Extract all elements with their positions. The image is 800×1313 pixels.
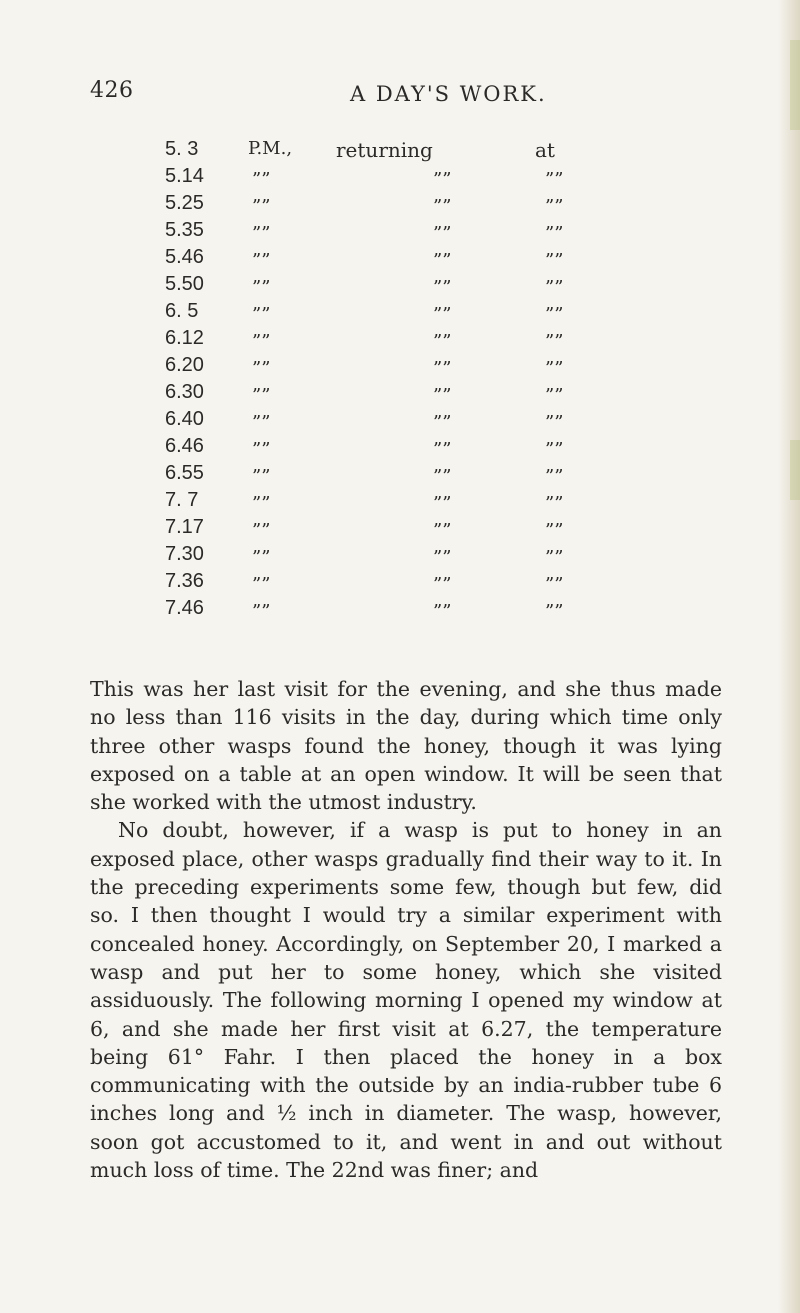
- visit-time: 7.30: [165, 543, 204, 565]
- ditto-mark: ””: [252, 493, 271, 514]
- visit-time: 5.14: [165, 165, 204, 187]
- visit-time: 7. 7: [165, 489, 199, 511]
- ditto-mark: ””: [252, 169, 271, 190]
- ditto-mark: ””: [252, 601, 271, 622]
- ditto-mark: ””: [545, 331, 564, 352]
- ditto-mark: ””: [545, 412, 564, 433]
- ditto-mark: ””: [433, 547, 452, 568]
- ditto-mark: ””: [545, 304, 564, 325]
- timetable-row: [0, 543, 800, 570]
- ditto-mark: ””: [252, 331, 271, 352]
- ditto-mark: ””: [545, 223, 564, 244]
- timetable-row: [0, 273, 800, 300]
- ditto-mark: ””: [433, 169, 452, 190]
- timetable-row: [0, 516, 800, 543]
- timetable-row: [0, 354, 800, 381]
- period-label: P.M.,: [248, 138, 293, 159]
- ditto-mark: ””: [545, 466, 564, 487]
- ditto-mark: ””: [545, 601, 564, 622]
- visit-time: 6.30: [165, 381, 204, 403]
- ditto-mark: ””: [252, 547, 271, 568]
- page-header: [0, 78, 800, 110]
- ditto-mark: ””: [252, 196, 271, 217]
- ditto-mark: ””: [252, 574, 271, 595]
- timetable-row: [0, 408, 800, 435]
- ditto-mark: ””: [252, 304, 271, 325]
- ditto-mark: ””: [545, 385, 564, 406]
- visit-time: 6. 5: [165, 300, 199, 322]
- ditto-mark: ””: [545, 547, 564, 568]
- visit-time: 5.25: [165, 192, 204, 214]
- ditto-mark: ””: [252, 385, 271, 406]
- timetable-row: [0, 300, 800, 327]
- ditto-mark: ””: [433, 304, 452, 325]
- ditto-mark: ””: [545, 196, 564, 217]
- ditto-mark: ””: [252, 277, 271, 298]
- ditto-mark: ””: [545, 277, 564, 298]
- action-label: returning: [336, 138, 433, 162]
- ditto-mark: ””: [433, 466, 452, 487]
- ditto-mark: ””: [433, 358, 452, 379]
- ditto-mark: ””: [252, 358, 271, 379]
- ditto-mark: ””: [252, 466, 271, 487]
- ditto-mark: ””: [252, 520, 271, 541]
- timetable-row: [0, 246, 800, 273]
- paragraph: No doubt, however, if a wasp is put to honey in an exposed place, other wasps gradually find their way to it. In the preceding experiments some few, though but few, did so. I then thought I would try a similar experiment with concealed honey. Accordingly, on September 20, I marked a wasp and put her to some honey, which she visited assiduously. The following morning I opened my window at 6, and she made her first visit at 6.27, the temperature being 61° Fahr. I then placed the honey in a box communicating with the outside by an india-rubber tube 6 inches long and ½ inch in diameter. The wasp, however, soon got accustomed to it, and went in and out without much loss of time. The 22nd was finer; and: [90, 818, 722, 1183]
- page-number: 426: [90, 78, 134, 103]
- ditto-mark: ””: [252, 223, 271, 244]
- ditto-mark: ””: [545, 358, 564, 379]
- visit-time: 6.55: [165, 462, 204, 484]
- visit-time: 6.12: [165, 327, 204, 349]
- ditto-mark: ””: [433, 196, 452, 217]
- visit-time: 5.35: [165, 219, 204, 241]
- visit-time: 6.40: [165, 408, 204, 430]
- visit-time: 5. 3: [165, 138, 199, 160]
- visit-time: 5.50: [165, 273, 204, 295]
- ditto-mark: ””: [545, 250, 564, 271]
- timetable-row: [0, 597, 800, 624]
- body-text: [90, 675, 722, 1184]
- ditto-mark: ””: [545, 439, 564, 460]
- ditto-mark: ””: [433, 331, 452, 352]
- ditto-mark: ””: [433, 412, 452, 433]
- ditto-mark: ””: [545, 169, 564, 190]
- timetable-row: [0, 138, 800, 165]
- ditto-mark: ””: [433, 574, 452, 595]
- timetable-row: [0, 462, 800, 489]
- timetable-row: [0, 381, 800, 408]
- visit-time: 5.46: [165, 246, 204, 268]
- ditto-mark: ””: [433, 277, 452, 298]
- timetable-row: [0, 570, 800, 597]
- timetable-row: [0, 489, 800, 516]
- ditto-mark: ””: [545, 520, 564, 541]
- timetable-row: [0, 219, 800, 246]
- timetable-row: [0, 327, 800, 354]
- timetable-row: [0, 435, 800, 462]
- ditto-mark: ””: [252, 412, 271, 433]
- ditto-mark: ””: [545, 493, 564, 514]
- timetable-row: [0, 165, 800, 192]
- visit-timetable: [0, 138, 800, 624]
- ditto-mark: ””: [433, 520, 452, 541]
- ditto-mark: ””: [252, 250, 271, 271]
- ditto-mark: ””: [433, 223, 452, 244]
- visit-time: 7.17: [165, 516, 204, 538]
- visit-time: 6.20: [165, 354, 204, 376]
- ditto-mark: ””: [252, 439, 271, 460]
- ditto-mark: ””: [545, 574, 564, 595]
- ditto-mark: ””: [433, 250, 452, 271]
- paragraph: This was her last visit for the evening, and she thus made no less than 116 visits in the day, during which time only three other wasps found the honey, though it was lying exposed on a table at an open window. It will be seen that she worked with the utmost industry.: [90, 677, 722, 815]
- ditto-mark: ””: [433, 439, 452, 460]
- visit-time: 7.46: [165, 597, 204, 619]
- ditto-mark: ””: [433, 385, 452, 406]
- visit-time: 6.46: [165, 435, 204, 457]
- ditto-mark: ””: [433, 493, 452, 514]
- visit-time: 7.36: [165, 570, 204, 592]
- ditto-mark: ””: [433, 601, 452, 622]
- preposition-label: at: [535, 138, 555, 162]
- timetable-row: [0, 192, 800, 219]
- running-title: A DAY'S WORK.: [350, 82, 547, 106]
- timetable-ditto-rows: [0, 165, 800, 624]
